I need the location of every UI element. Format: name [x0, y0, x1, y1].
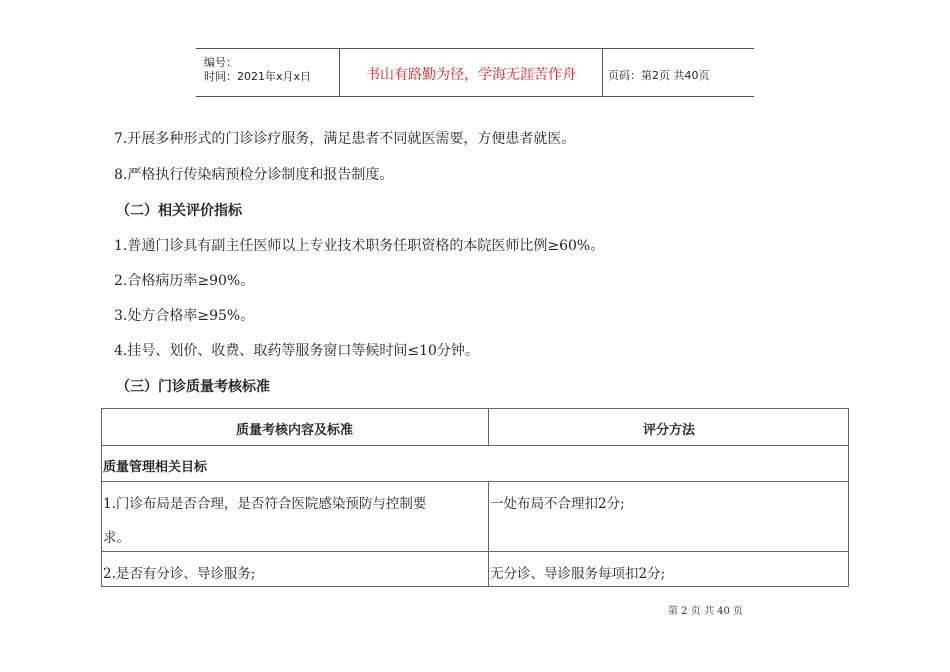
column-header: 评分方法 [642, 423, 695, 438]
indicator-item: 2.合格病历率≥90%。 [114, 273, 255, 289]
table-border [101, 551, 849, 552]
table-cell: 2.是否有分诊、导诊服务; [103, 566, 256, 582]
table-border [101, 445, 849, 446]
table-cell: 无分诊、导诊服务每项扣2分; [490, 566, 666, 582]
section-heading: （二）相关评价指标 [116, 203, 242, 219]
table-border [488, 481, 489, 586]
group-title: 质量管理相关目标 [103, 460, 208, 475]
page-code: 页码：第2页 共40页 [608, 69, 710, 82]
table-border [101, 408, 849, 409]
column-header: 质量考核内容及标准 [235, 423, 353, 438]
time-label: 时间：2021年x月x日 [204, 70, 312, 83]
indicator-item: 4.挂号、划价、收费、取药等服务窗口等候时间≤10分钟。 [114, 343, 479, 359]
header-page-cell [602, 49, 754, 96]
motto: 书山有路勤为径，学海无涯苦作舟 [366, 67, 576, 83]
indicator-item: 1.普通门诊具有副主任医师以上专业技术职务任职资格的本院医师比例≥60%。 [114, 238, 605, 254]
assessment-table [101, 408, 849, 586]
table-cell: 一处布局不合理扣2分; [490, 496, 625, 512]
table-border [101, 481, 849, 482]
page-header [196, 48, 754, 97]
table-border [101, 586, 849, 587]
section-heading: （三）门诊质量考核标准 [116, 379, 270, 395]
table-cell: 1.门诊布局是否合理，是否符合医院感染预防与控制要 [103, 496, 427, 512]
header-meta [196, 49, 339, 96]
paragraph: 7.开展多种形式的门诊诊疗服务，满足患者不同就医需要，方便患者就医。 [114, 131, 576, 147]
header-motto-cell [339, 49, 603, 96]
page-footer: 第 2 页 共 40 页 [668, 606, 743, 617]
table-cell: 求。 [103, 530, 130, 546]
number-label: 编号： [204, 56, 237, 69]
indicator-item: 3.处方合格率≥95%。 [114, 308, 255, 324]
paragraph: 8.严格执行传染病预检分诊制度和报告制度。 [114, 167, 394, 183]
